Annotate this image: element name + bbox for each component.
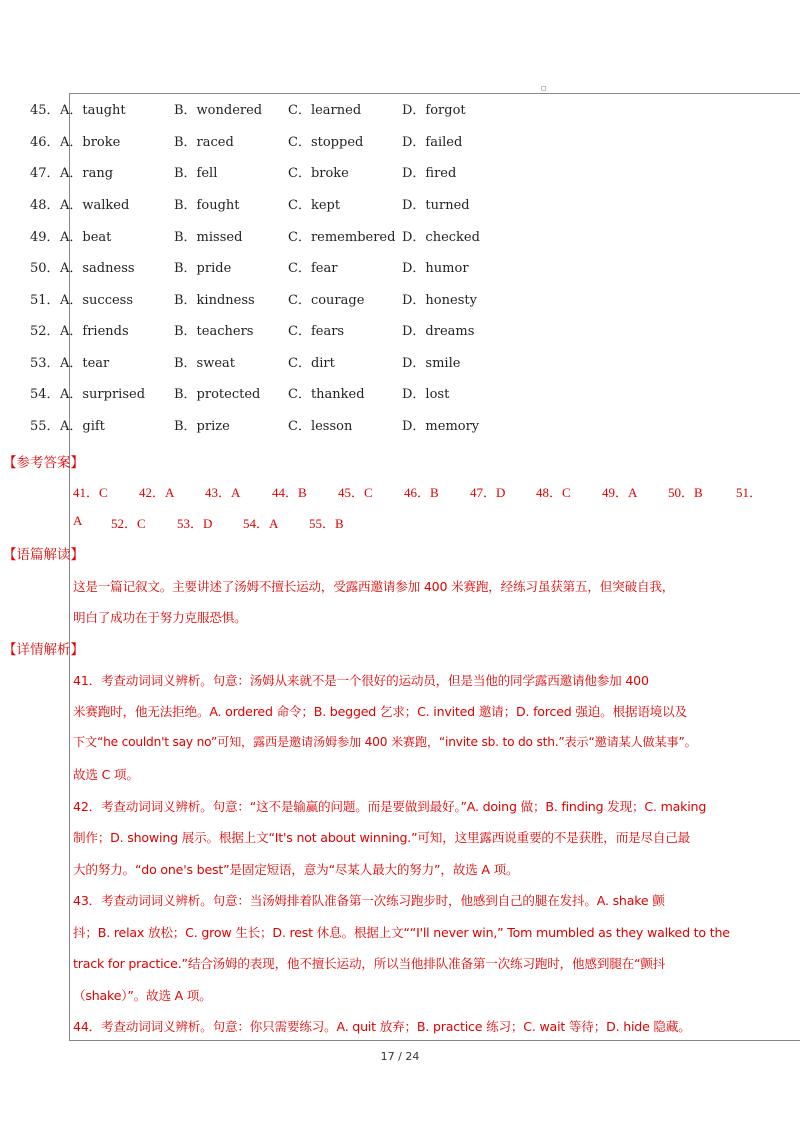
question-number: 50．: [30, 261, 60, 276]
detail-line: 抖；B. relax 放松；C. grow 生长；D. rest 休息。根据上文““I'll never win,” Tom mumbled as they walked to the: [73, 925, 730, 940]
option-c: C．fears: [288, 324, 345, 339]
question-number: 52．: [30, 324, 60, 339]
option-b: B．missed: [174, 230, 243, 245]
detail-line: 41．考查动词词义辨析。句意：汤姆从来就不是一个很好的运动员，但是当他的同学露西邀请他参加 400: [73, 673, 649, 688]
answer-item: 52．C: [111, 516, 146, 531]
answer-item: A: [73, 513, 83, 528]
detail-line: 43．考查动词词义辨析。句意：当汤姆排着队准备第一次练习跑步时，他感到自己的腿在发抖。A. shake 颤: [73, 893, 665, 908]
question-number: 53．: [30, 356, 60, 371]
option-d: D．failed: [402, 135, 463, 150]
question-number: 45．: [30, 103, 60, 118]
option-d: D．humor: [402, 261, 469, 276]
summary-line: 明白了成功在于努力克服恐惧。: [73, 610, 247, 625]
option-c: C．courage: [288, 293, 365, 308]
option-a: A．sadness: [60, 261, 135, 276]
option-d: D．dreams: [402, 324, 475, 339]
option-d: D．turned: [402, 198, 470, 213]
option-a: A．success: [60, 293, 134, 308]
question-number: 46．: [30, 135, 60, 150]
option-d: D．memory: [402, 419, 480, 434]
option-b: B．wondered: [174, 103, 263, 118]
answer-item: 50．B: [668, 485, 703, 500]
option-c: C．fear: [288, 261, 338, 276]
option-b: B．kindness: [174, 293, 255, 308]
answer-item: 45．C: [338, 485, 373, 500]
option-a: A．walked: [60, 198, 130, 213]
option-a: A．surprised: [60, 387, 146, 402]
answer-item: 51．: [736, 485, 763, 500]
detail-line: 制作；D. showing 展示。根据上文“It's not about winning.”可知，这里露西说重要的不是获胜，而是尽自己最: [73, 830, 691, 845]
detail-line: track for practice.”结合汤姆的表现，他不擅长运动，所以当他排队准备第一次练习跑时，他感到腿在“颤抖: [73, 956, 666, 971]
option-c: C．thanked: [288, 387, 365, 402]
question-number: 49．: [30, 230, 60, 245]
question-number: 51．: [30, 293, 60, 308]
detail-line: （shake）”。故选 A 项。: [73, 988, 212, 1003]
option-c: C．broke: [288, 166, 349, 181]
answer-item: 49．A: [602, 485, 638, 500]
option-a: A．tear: [60, 356, 110, 371]
question-number: 55．: [30, 419, 60, 434]
option-d: D．checked: [402, 230, 480, 245]
answer-item: 42．A: [139, 485, 175, 500]
page-number: 17 / 24: [380, 1050, 420, 1063]
option-d: D．forgot: [402, 103, 466, 118]
answer-item: 48．C: [536, 485, 571, 500]
option-b: B．raced: [174, 135, 234, 150]
option-d: D．lost: [402, 387, 450, 402]
answer-item: 55．B: [309, 516, 344, 531]
option-b: B．teachers: [174, 324, 254, 339]
option-b: B．protected: [174, 387, 261, 402]
corner-mark: ◻: [541, 84, 547, 92]
option-b: B．pride: [174, 261, 232, 276]
option-b: B．prize: [174, 419, 230, 434]
detail-line: 故选 C 项。: [73, 767, 139, 782]
option-b: B．fought: [174, 198, 240, 213]
option-d: D．fired: [402, 166, 457, 181]
detail-line: 44．考查动词词义辨析。句意：你只需要练习。A. quit 放弃；B. practice 练习；C. wait 等待；D. hide 隐藏。: [73, 1019, 691, 1034]
option-a: A．rang: [60, 166, 114, 181]
option-b: B．fell: [174, 166, 218, 181]
option-a: A．gift: [60, 419, 105, 434]
answer-item: 53．D: [177, 516, 213, 531]
option-b: B．sweat: [174, 356, 236, 371]
option-c: C．remembered: [288, 230, 396, 245]
option-c: C．stopped: [288, 135, 364, 150]
answer-item: 47．D: [470, 485, 506, 500]
answer-item: 54．A: [243, 516, 279, 531]
answer-item: 43．A: [205, 485, 241, 500]
detail-heading: 【详情解析】: [3, 642, 84, 658]
option-c: C．dirt: [288, 356, 335, 371]
option-a: A．beat: [60, 230, 112, 245]
option-c: C．lesson: [288, 419, 353, 434]
detail-line: 大的努力。“do one's best”是固定短语，意为“尽某人最大的努力”，故选 A 项。: [73, 862, 519, 877]
question-number: 47．: [30, 166, 60, 181]
option-c: C．kept: [288, 198, 341, 213]
detail-line: 下文“he couldn't say no”可知，露西是邀请汤姆参加 400 米赛跑，“invite sb. to do sth.”表示“邀请某人做某事”。: [73, 735, 697, 749]
option-a: A．taught: [60, 103, 126, 118]
detail-line: 米赛跑时，他无法拒绝。A. ordered 命令；B. begged 乞求；C. invited 邀请；D. forced 强迫。根据语境以及: [73, 704, 687, 719]
answer-item: 41．C: [73, 485, 108, 500]
summary-heading: 【语篇解读】: [3, 547, 84, 563]
summary-line: 这是一篇记叙文。主要讲述了汤姆不擅长运动，受露西邀请参加 400 米赛跑，经练习虽获第五，但突破自我，: [73, 579, 675, 594]
answer-item: 44．B: [272, 485, 307, 500]
option-a: A．broke: [60, 135, 121, 150]
detail-line: 42．考查动词词义辨析。句意：“这不是输赢的问题。而是要做到最好。”A. doing 做；B. finding 发现；C. making: [73, 799, 707, 814]
option-a: A．friends: [60, 324, 129, 339]
question-number: 48．: [30, 198, 60, 213]
question-number: 54．: [30, 387, 60, 402]
answer-item: 46．B: [404, 485, 439, 500]
answer-heading: 【参考答案】: [3, 455, 84, 471]
option-c: C．learned: [288, 103, 362, 118]
option-d: D．honesty: [402, 293, 477, 308]
option-d: D．smile: [402, 356, 461, 371]
